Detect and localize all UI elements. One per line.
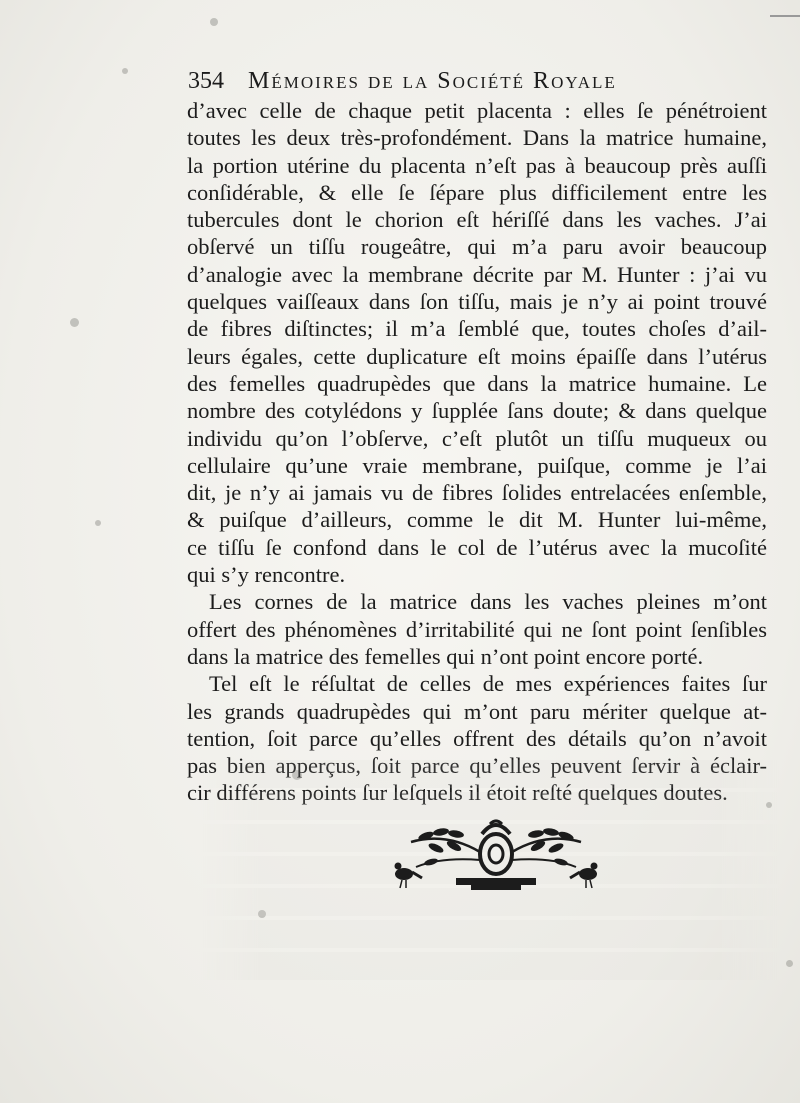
text-line: d’analogie avec la membrane décrite par M. Hunter : j’ai vu — [187, 261, 767, 287]
text-line: tention, ſoit parce qu’elles offrent des détails qu’on n’avoit — [187, 725, 767, 751]
text-line: & puiſque d’ailleurs, comme le dit M. Hunter lui-même, — [187, 507, 767, 533]
text-line: conſidérable, & elle ſe ſépare plus difficilement entre les — [187, 179, 767, 205]
text-line: obſervé un tiſſu rougeâtre, qui m’a paru avoir beaucoup — [187, 234, 767, 260]
text-line: cir différens points ſur leſquels il étoit reſté quelques doutes. — [187, 780, 728, 806]
running-header — [188, 64, 748, 98]
paper-speck — [786, 960, 793, 967]
text-line: dit, je n’y ai jamais vu de fibres ſolides entrelacées enſemble, — [187, 480, 767, 506]
floral-vignette-icon — [386, 812, 606, 897]
text-line: la portion utérine du placenta n’eſt pas à beaucoup près auſſi — [187, 152, 767, 178]
text-line: offert des phénomènes d’irritabilité qui ne ſont point ſenſibles — [187, 616, 767, 642]
text-line: de fibres diſtinctes; il m’a ſemblé que, toutes choſes d’ail- — [187, 316, 767, 342]
text-line: toutes les deux très-profondément. Dans la matrice humaine, — [187, 125, 767, 151]
text-line: qui s’y rencontre. — [187, 562, 346, 588]
text-line: les grands quadrupèdes qui m’ont paru mériter quelque at- — [187, 698, 767, 724]
text-line: cellulaire qu’une vraie membrane, puiſque, comme je l’ai — [187, 452, 767, 478]
paper-speck — [210, 18, 218, 26]
text-line: d’avec celle de chaque petit placenta : elles ſe pénétroient — [187, 98, 767, 123]
text-line: dans la matrice des femelles qui n’ont point encore porté. — [187, 643, 704, 669]
paragraph-2 — [187, 588, 767, 670]
text-line: ce tiſſu ſe confond dans le col de l’utérus avec la mucoſité — [187, 534, 767, 560]
text-line: leurs égales, cette duplicature eſt moins épaiſſe dans l’utérus — [187, 343, 767, 369]
running-title: Mémoires de la Société Royale — [248, 68, 617, 94]
text-line: Les cornes de la matrice dans les vaches pleines m’ont — [209, 589, 767, 615]
page-number: 354 — [188, 68, 224, 94]
text-line: individu qu’on l’obſerve, c’eſt plutôt un tiſſu muqueux ou — [187, 425, 767, 451]
text-line: Tel eſt le réſultat de celles de mes expériences faites ſur — [209, 671, 767, 697]
text-line: quelques vaiſſeaux dans ſon tiſſu, mais je n’y ai point trouvé — [187, 289, 767, 315]
paper-speck — [122, 68, 128, 74]
main-text — [187, 97, 767, 807]
text-line: tubercules dont le chorion eſt hériſſé dans les vaches. J’ai — [187, 207, 767, 233]
paper-speck — [70, 318, 79, 327]
paper-speck — [95, 520, 101, 526]
text-line: nombre des cotylédons y ſupplée ſans doute; & dans quelque — [187, 398, 767, 424]
page-edge-mark — [770, 15, 800, 17]
text-line: pas bien apperçus, ſoit parce qu’elles peuvent ſervir à éclair- — [187, 753, 767, 779]
text-line: des femelles quadrupèdes que dans la matrice humaine. Le — [187, 370, 767, 396]
paragraph-1 — [187, 97, 767, 588]
